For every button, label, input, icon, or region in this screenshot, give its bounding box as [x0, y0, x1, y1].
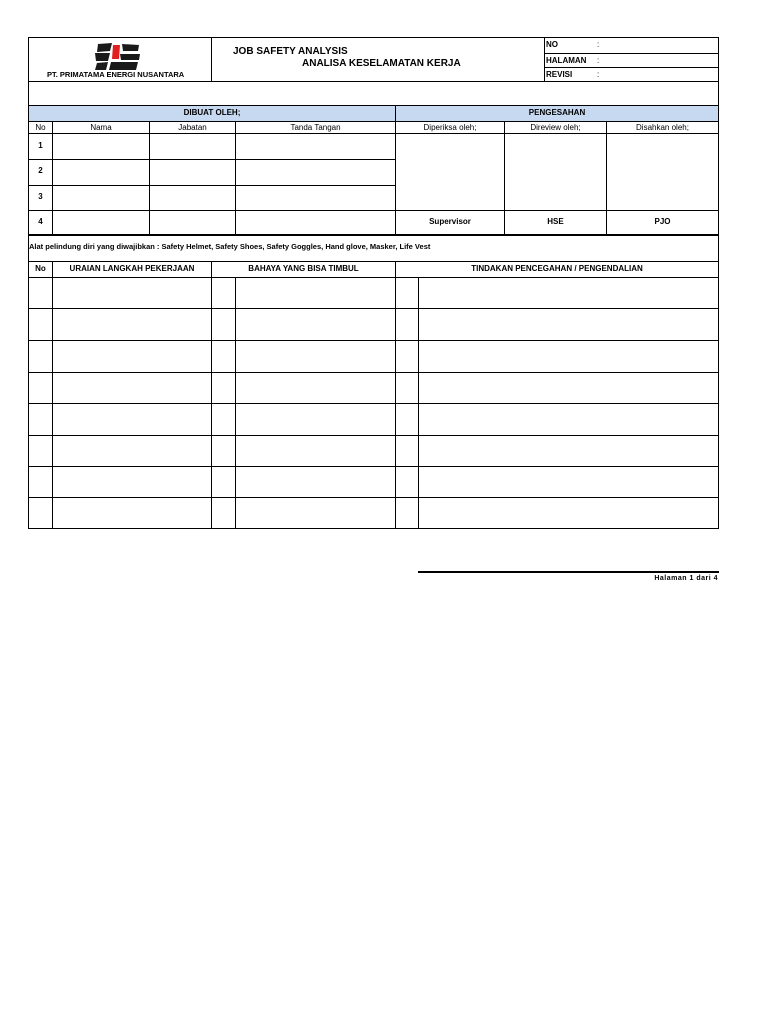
doc-no-label: NO [546, 40, 558, 49]
steps-col-bahaya: BAHAYA YANG BISA TIMBUL [248, 264, 359, 273]
col-no: No [35, 123, 46, 132]
row-number: 1 [38, 141, 43, 150]
doc-revisi-sep: : [597, 70, 600, 79]
company-logo [94, 42, 142, 72]
steps-col-tindakan: TINDAKAN PENCEGAHAN / PENGENDALIAN [471, 264, 643, 273]
role-pjo: PJO [654, 217, 671, 226]
company-name: PT. PRIMATAMA ENERGI NUSANTARA [47, 70, 185, 79]
role-supervisor: Supervisor [429, 217, 471, 226]
apd-note: Alat pelindung diri yang diwajibkan : Safety Helmet, Safety Shoes, Safety Goggles, Hand glove, Masker, Life Vest [29, 242, 431, 251]
steps-col-uraian: URAIAN LANGKAH PEKERJAAN [69, 264, 195, 273]
doc-no-sep: : [597, 40, 600, 49]
title-line-2: ANALISA KESELAMATAN KERJA [302, 58, 461, 69]
steps-col-no: No [35, 264, 46, 273]
col-diperiksa: Diperiksa oleh; [423, 123, 477, 132]
dibuat-header: DIBUAT OLEH; [183, 108, 241, 117]
page-indicator: Halaman 1 dari 4 [654, 575, 718, 582]
row-number: 4 [38, 217, 43, 226]
role-hse: HSE [547, 217, 564, 226]
row-number: 2 [38, 166, 43, 175]
row-number: 3 [38, 192, 43, 201]
title-line-1: JOB SAFETY ANALYSIS [233, 46, 348, 57]
doc-halaman-label: HALAMAN [546, 56, 587, 65]
doc-halaman-sep: : [597, 56, 600, 65]
col-tanda-tangan: Tanda Tangan [290, 123, 341, 132]
doc-revisi-label: REVISI [546, 70, 573, 79]
col-nama: Nama [90, 123, 112, 132]
col-disahkan: Disahkan oleh; [636, 123, 689, 132]
col-direview: Direview oleh; [530, 123, 581, 132]
pengesahan-header: PENGESAHAN [528, 108, 586, 117]
col-jabatan: Jabatan [178, 123, 207, 132]
footer-rule [418, 571, 719, 573]
